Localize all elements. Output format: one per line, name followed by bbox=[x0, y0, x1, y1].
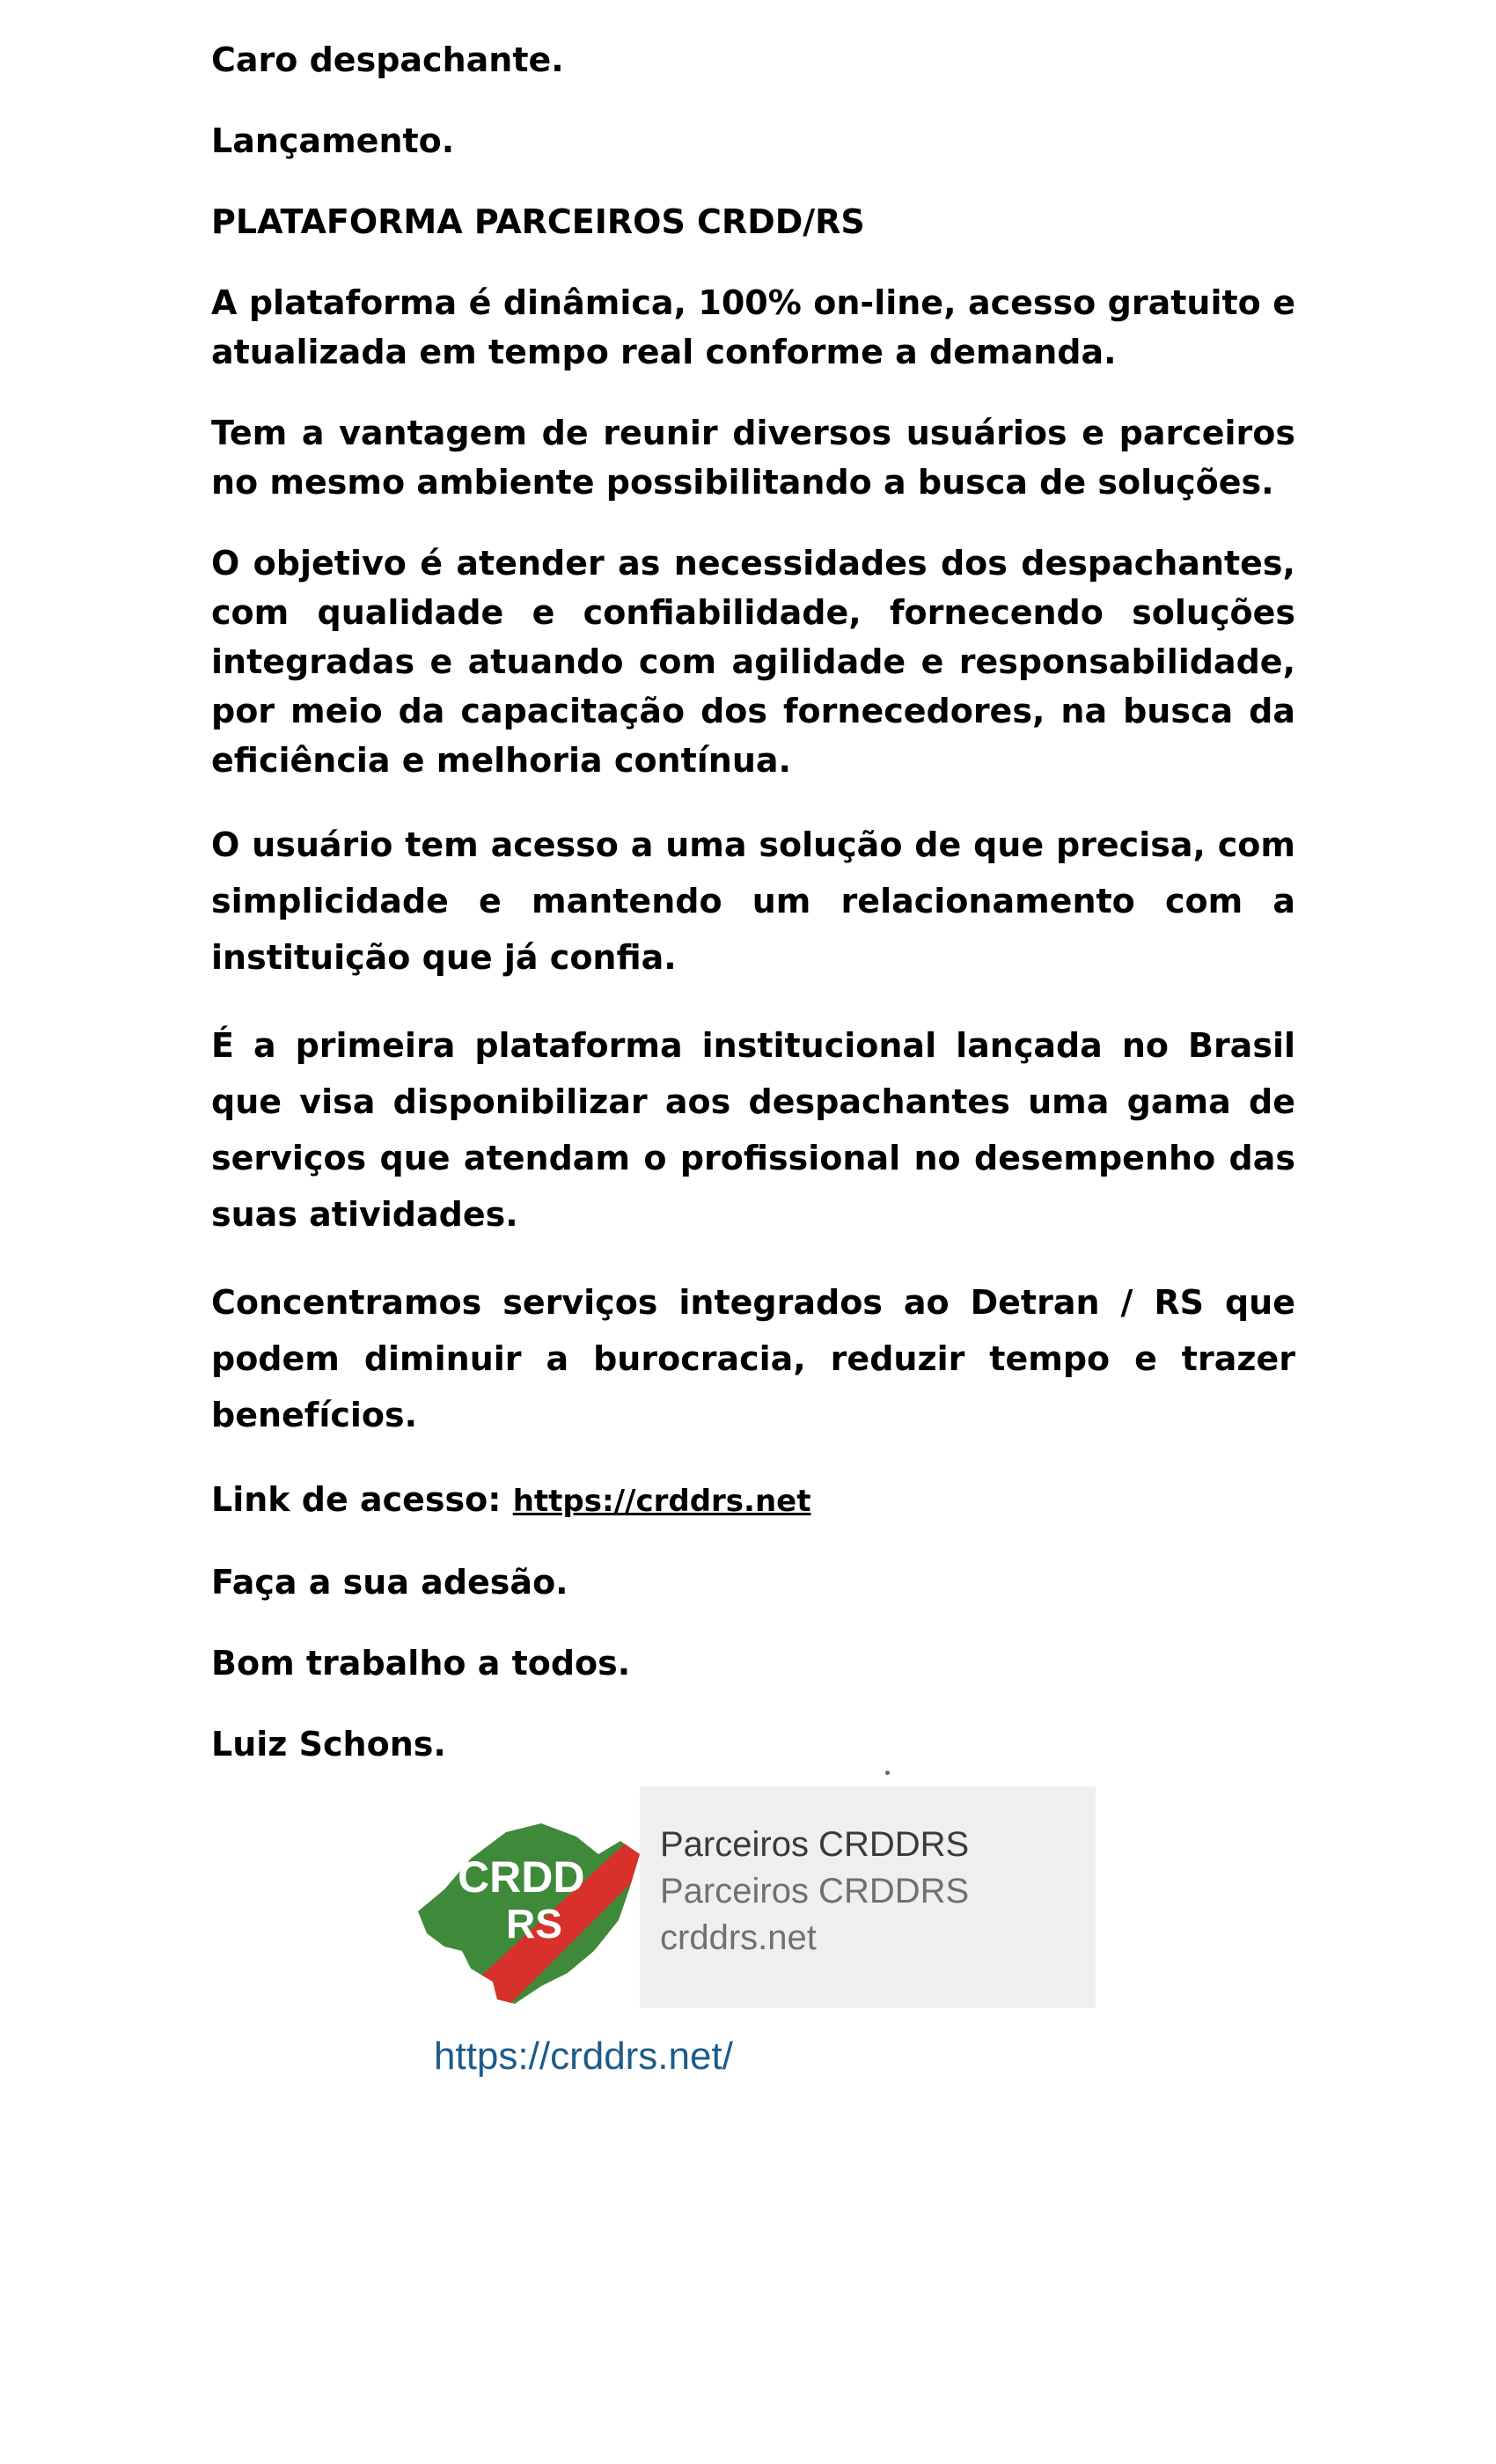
letter-body bbox=[211, 35, 1295, 1800]
crdd-rs-map-logo-icon bbox=[409, 1806, 647, 2017]
paragraph-user: O usuário tem acesso a uma solução de que precisa, com simplicidade e mantendo um relacionamento com a instituição que já confia. bbox=[211, 825, 1295, 977]
paragraph-advantage: Tem a vantagem de reunir diversos usuários e parceiros no mesmo ambiente possibilitando a busca de soluções. bbox=[211, 414, 1295, 502]
access-link-line bbox=[211, 1475, 1295, 1526]
launch-line: Lançamento. bbox=[211, 121, 455, 160]
preview-domain: crddrs.net bbox=[660, 1918, 817, 1957]
preview-url-link[interactable]: https://crddrs.net/ bbox=[434, 2035, 733, 2078]
closing-line: Bom trabalho a todos. bbox=[211, 1644, 631, 1683]
logo-text-rs: RS bbox=[506, 1901, 562, 1947]
letter-heading: PLATAFORMA PARCEIROS CRDD/RS bbox=[211, 202, 865, 241]
crdd-link-preview[interactable] bbox=[409, 1771, 1104, 2105]
preview-subtitle: Parceiros CRDDRS bbox=[660, 1872, 970, 1910]
access-link-label: Link de acesso: bbox=[211, 1480, 502, 1519]
paragraph-objective: O objetivo é atender as necessidades dos despachantes, com qualidade e confiabilidade, fornecendo soluções integradas e atuando com agilidade e responsabilidade, por meio da capacitação dos fornecedores, na busca da eficiência e melhoria contínua. bbox=[211, 544, 1295, 780]
greeting: Caro despachante. bbox=[211, 40, 564, 79]
signature: Luiz Schons. bbox=[211, 1725, 446, 1764]
paragraph-platform: A plataforma é dinâmica, 100% on-line, acesso gratuito e atualizada em tempo real conforme a demanda. bbox=[211, 283, 1295, 371]
join-line: Faça a sua adesão. bbox=[211, 1563, 568, 1602]
paragraph-first-platform: É a primeira plataforma institucional lançada no Brasil que visa disponibilizar aos despachantes uma gama de serviços que atendam o profissional no desempenho das suas atividades. bbox=[211, 1026, 1295, 1234]
paragraph-services: Concentramos serviços integrados ao Detran / RS que podem diminuir a burocracia, reduzir tempo e trazer benefícios. bbox=[211, 1283, 1295, 1434]
access-link[interactable]: https://crddrs.net bbox=[512, 1484, 811, 1519]
stray-dot bbox=[885, 1771, 890, 1775]
logo-text-crdd: CRDD bbox=[458, 1852, 585, 1902]
preview-title: Parceiros CRDDRS bbox=[660, 1825, 970, 1864]
